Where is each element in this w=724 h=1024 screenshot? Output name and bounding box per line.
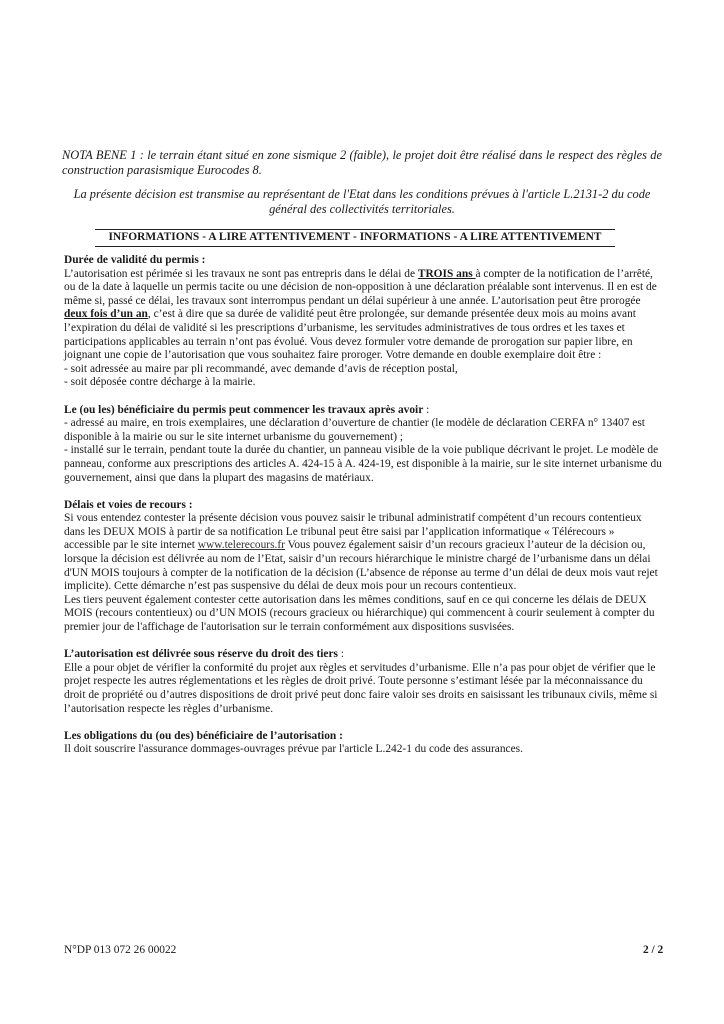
section-commencer [64, 404, 662, 486]
emphasis-trois-ans: TROIS ans [417, 267, 476, 280]
list-item: - soit déposée contre décharge à la mairie. [64, 376, 256, 389]
text: , c’est à dire que sa durée de validité peut être prolongée, sur demande présentée deux mois au moins avant l’expiration du délai de validité si les prescriptions d’urbanisme, les servitudes administratives de tous ordres et les taxes et participations applicables au terrain n’ont pas évolué. Vous devez formuler votre demande de prorogation sur papier libre, en joignant une copie de l’autorisation que vous souhaitez faire proroger. Votre demande en double exemplaire doit être : [64, 308, 636, 362]
text: Vous pouvez également saisir d’un recours gracieux l’auteur de la décision ou, lorsque la décision est délivrée au nom de l’Etat, saisir d’un recours hiérarchique le ministre chargé de l’urbanisme dans un délai d'UN MOIS toujours à compter de la notification de la décision (L’absence de réponse au terme d’un délai de deux mois vaut rejet implicite). Cette démarche n’est pas suspensive du délai de deux mois pour un recours contentieux. [64, 539, 658, 593]
information-banner: INFORMATIONS - A LIRE ATTENTIVEMENT - INFORMATIONS - A LIRE ATTENTIVEMENT [95, 229, 615, 247]
paragraph [64, 512, 662, 594]
section-validite [64, 254, 662, 390]
information-content [64, 254, 662, 771]
paragraph: Elle a pour objet de vérifier la conformité du projet aux règles et servitudes d’urbanisme. Elle n’a pas pour objet de vérifier que le projet respecte les autres réglementations et les règles de droit privé. Toute personne s’estimant lésée par la méconnaissance du droit de propriété ou d’autres dispositions de droit privé peut donc faire valoir ses droits en saisissant les tribunaux civils, même si l’autorisation respecte les règles d’urbanisme. [64, 661, 658, 715]
section-tiers [64, 648, 662, 716]
section-title: Durée de validité du permis : [64, 254, 206, 266]
title-suffix: : [423, 403, 430, 416]
text: à compter de la notification de l’arrêté, ou de la date à laquelle un permis tacite ou une décision de non-opposition à une déclaration préalable sont intervenus. Il en est de même si, passé ce délai, les travaux sont interrompus pendant un délai supérieur à une année. L’autorisation peut être prorogée [64, 267, 657, 307]
section-title [64, 648, 662, 662]
section-title [64, 404, 662, 418]
section-title: Délais et voies de recours : [64, 498, 193, 511]
title-text: Le (ou les) bénéficiaire du permis peut commencer les travaux après avoir [64, 403, 424, 416]
section-title: Les obligations du (ou des) bénéficiaire de l’autorisation : [64, 729, 343, 742]
list-item: - installé sur le terrain, pendant toute la durée du chantier, un panneau visible de la voie publique décrivant le projet. Le modèle de panneau, conforme aux prescriptions des articles A. 424-15 à A. 424-19, est disponible à la mairie, sur le site internet urbanisme du gouvernement, ainsi que dans la plupart des magasins de matériaux. [64, 444, 662, 484]
paragraph: Les tiers peuvent également contester cette autorisation dans les mêmes conditions, sauf en ce qui concerne les délais de DEUX MOIS (recours contentieux) ou d’UN MOIS (recours gracieux ou hiérarchique) qui commencent à courir seulement à compter du premier jour de l'affichage de l'autorisation sur le terrain conformément aux dispositions susvisées. [64, 593, 655, 634]
transmission-notice: La présente décision est transmise au représentant de l'Etat dans les conditions prévues à l'article L.2131-2 du code général des collectivités territoriales. [73, 187, 651, 216]
telerecours-link[interactable]: www.telerecours.fr [197, 539, 285, 552]
title-text: L’autorisation est délivrée sous réserve du droit des tiers [64, 648, 338, 661]
text: Si vous entendez contester la présente décision vous pouvez saisir le tribunal administratif compétent d’un recours contentieux dans les DEUX MOIS à partir de sa notification Le tribunal peut être saisi par l’application informatique « Télérecours » accessible par le site internet [64, 512, 642, 552]
section-obligations [64, 730, 662, 757]
title-suffix: : [337, 648, 344, 661]
permit-reference: N°DP 013 072 26 00022 [64, 944, 177, 956]
text: L’autorisation est périmée si les travaux ne sont pas entrepris dans le délai de [64, 267, 418, 280]
nota-bene: NOTA BENE 1 : le terrain étant situé en zone sismique 2 (faible), le projet doit être réalisé dans le respect des règles de construction parasismique Eurocodes 8. [62, 148, 662, 177]
paragraph [64, 268, 662, 363]
section-recours [64, 499, 662, 635]
list-item: - soit adressée au maire par pli recommandé, avec demande d’avis de réception postal, [64, 362, 458, 375]
paragraph: Il doit souscrire l'assurance dommages-ouvrages prévue par l'article L.242-1 du code des assurances. [64, 743, 523, 756]
page-number: 2 / 2 [643, 944, 664, 956]
list-item: - adressé au maire, en trois exemplaires, une déclaration d’ouverture de chantier (le modèle de déclaration CERFA n° 13407 est disponible à la mairie ou sur le site internet urbanisme du gouvernement) ; [64, 417, 645, 443]
emphasis-deux-fois: deux fois d’un an [64, 308, 148, 321]
